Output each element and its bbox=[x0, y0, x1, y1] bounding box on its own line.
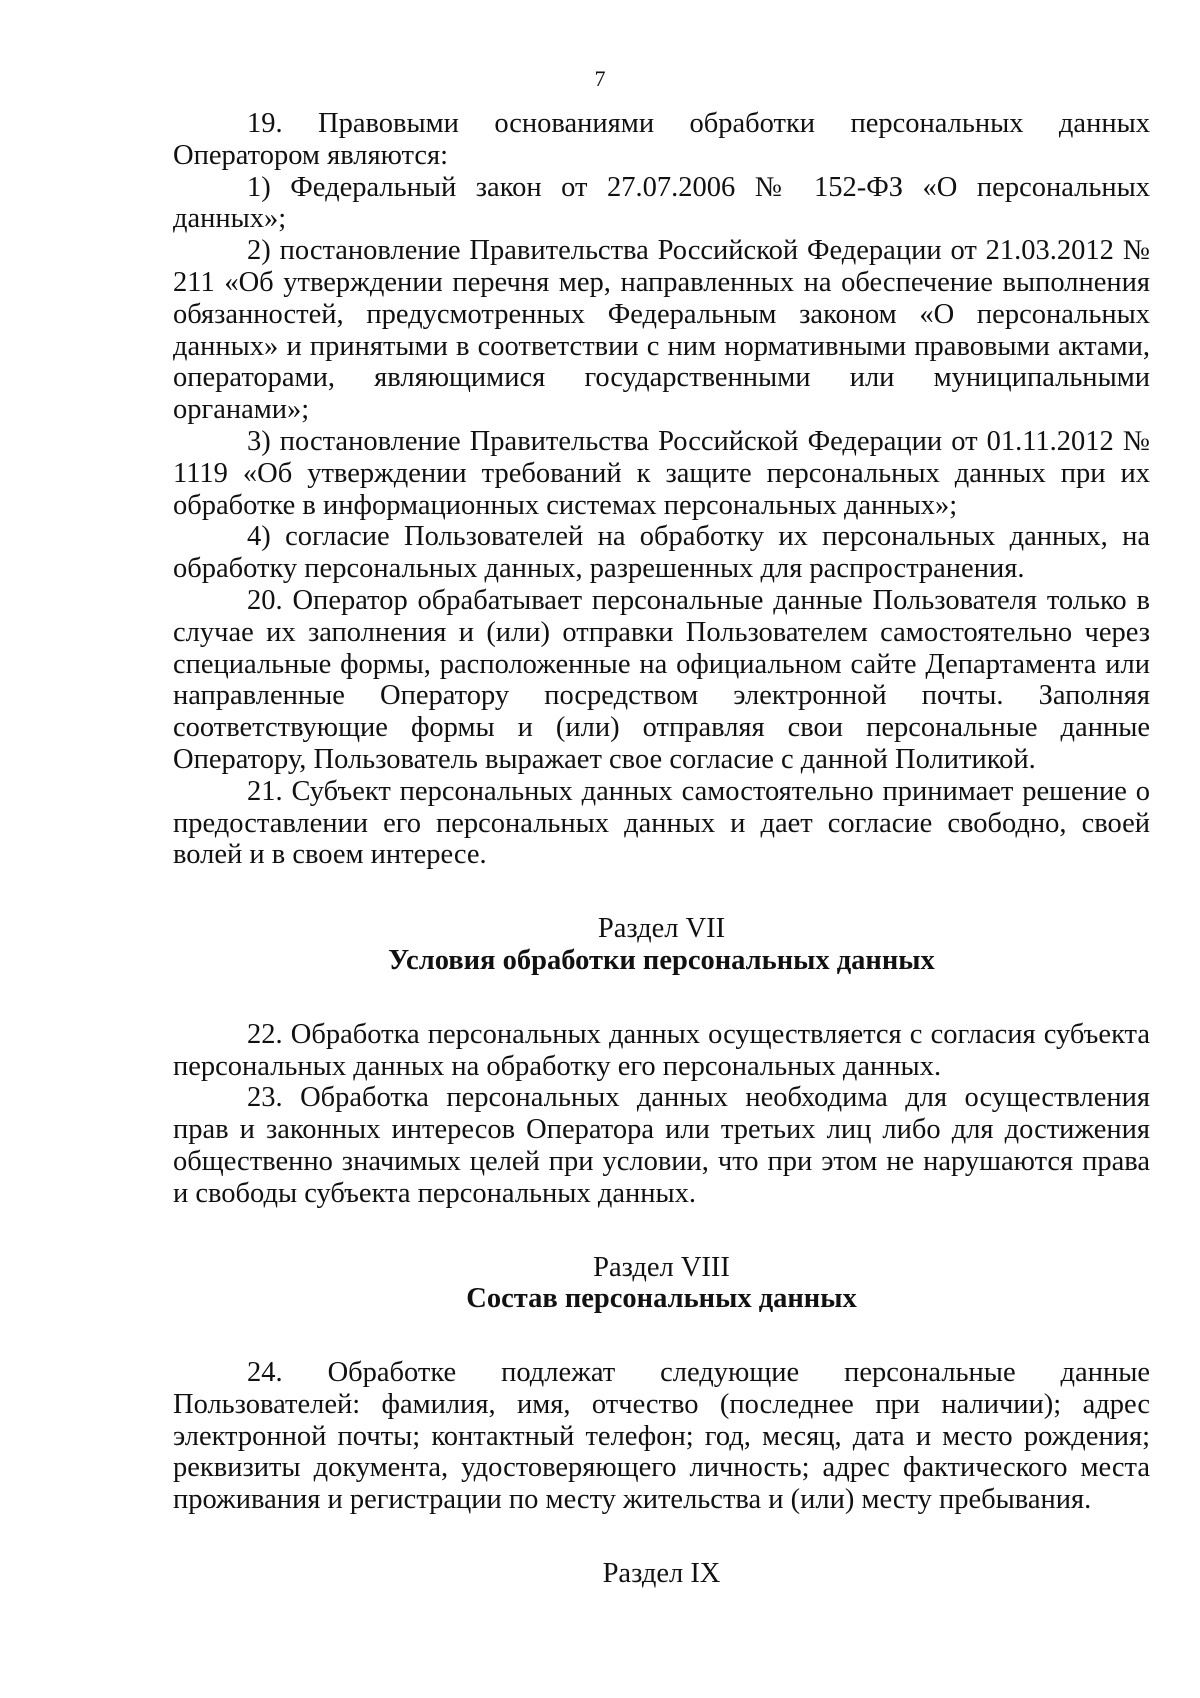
section-8-label: Раздел VIII bbox=[593, 1251, 730, 1283]
paragraph-20: 20. Оператор обрабатывает персональные данные Пользователя только в случае их заполнения и (или) отправки Пользователем самостоятельно через специальные формы, расположенные на официальном сайте Департамента или направленные Оператору посредством электронной почты. Заполняя соответствующие формы и (или) отправляя свои персональные данные Оператору, Пользователь выражает свое согласие с данной Политикой. bbox=[173, 584, 1150, 775]
section-9-label: Раздел IX bbox=[602, 1558, 721, 1590]
paragraph-24: 24. Обработке подлежат следующие персональные данные Пользователей: фамилия, имя, отчество (последнее при наличии); адрес электронной почты; контактный телефон; год, месяц, дата и место рождения; реквизиты документа, удостоверяющего личность; адрес фактического места проживания и регистрации по месту жительства и (или) месту пребывания. bbox=[173, 1357, 1150, 1516]
paragraph-22: 22. Обработка персональных данных осуществляется с согласия субъекта персональных данных на обработку его персональных данных. bbox=[173, 1018, 1150, 1082]
paragraph-19-item-1: 1) Федеральный закон от 27.07.2006 № 152-ФЗ «О персональных данных»; bbox=[173, 171, 1150, 235]
paragraph-23: 23. Обработка персональных данных необходима для осуществления прав и законных интересов Оператора или третьих лиц либо для достижения общественно значимых целей при условии, что при этом не нарушаются права и свободы субъекта персональных данных. bbox=[173, 1082, 1150, 1209]
paragraph-19-item-4: 4) согласие Пользователей на обработку их персональных данных, на обработку персональных данных, разрешенных для распространения. bbox=[173, 521, 1150, 585]
section-7-title: Условия обработки персональных данных bbox=[388, 944, 935, 976]
section-8-title: Состав персональных данных bbox=[466, 1283, 857, 1315]
paragraph-19-item-2: 2) постановление Правительства Российской Федерации от 21.03.2012 № 211 «Об утверждении перечня мер, направленных на обеспечение выполнения обязанностей, предусмотренных Федеральным законом «О персональных данных» и принятыми в соответствии с ним нормативными правовыми актами, операторами, являющимися государственными или муниципальными органами»; bbox=[173, 235, 1150, 426]
document-body bbox=[173, 108, 1150, 1590]
paragraph-21: 21. Субъект персональных данных самостоятельно принимает решение о предоставлении его персональных данных и дает согласие свободно, своей волей и в своем интересе. bbox=[173, 775, 1150, 871]
section-7-label: Раздел VII bbox=[597, 913, 726, 945]
paragraph-19-item-3: 3) постановление Правительства Российской Федерации от 01.11.2012 № 1119 «Об утверждении требований к защите персональных данных при их обработке в информационных системах персональных данных»; bbox=[173, 425, 1150, 521]
paragraph-19: 19. Правовыми основаниями обработки персональных данных Оператором являются: bbox=[173, 108, 1150, 171]
page-number: 7 bbox=[594, 66, 606, 91]
